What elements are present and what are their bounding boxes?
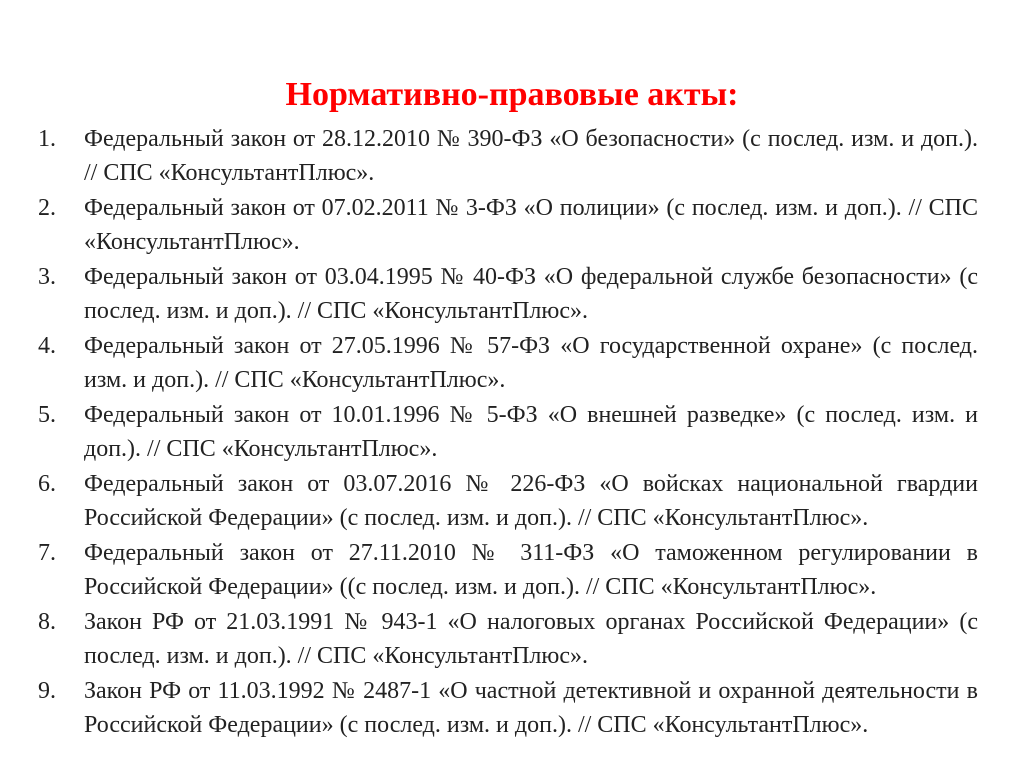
list-item-number: 4. (38, 333, 56, 359)
list-item-text: Федеральный закон от 27.11.2010 № 311-ФЗ «О таможенном регулировании в Российской Федерации» ((с послед. изм. и доп.). // СПС «КонсультантПлюс». (84, 540, 978, 600)
list-item-text: Закон РФ от 21.03.1991 № 943-1 «О налоговых органах Российской Федерации» (с послед. изм. и доп.). // СПС «КонсультантПлюс». (84, 609, 978, 669)
list-item (38, 398, 978, 466)
list-item-text: Федеральный закон от 03.04.1995 № 40-ФЗ «О федеральной службе безопасности» (с послед. изм. и доп.). // СПС «КонсультантПлюс». (84, 264, 978, 324)
list-item-number: 2. (38, 195, 56, 221)
list-item-text: Закон РФ от 11.03.1992 № 2487-1 «О частной детективной и охранной деятельности в Российской Федерации» (с послед. изм. и доп.). // СПС «КонсультантПлюс». (84, 678, 978, 738)
list-item-text: Федеральный закон от 10.01.1996 № 5-ФЗ «О внешней разведке» (с послед. изм. и доп.). // СПС «КонсультантПлюс». (84, 402, 978, 462)
list-item-number: 1. (38, 126, 56, 152)
list-item (38, 536, 978, 604)
list-item-number: 9. (38, 678, 56, 704)
list-item (38, 329, 978, 397)
list-item-text: Федеральный закон от 03.07.2016 № 226-ФЗ «О войсках национальной гвардии Российской Федерации» (с послед. изм. и доп.). // СПС «КонсультантПлюс». (84, 471, 978, 531)
list-item (38, 605, 978, 673)
list-item (38, 674, 978, 742)
list-item (38, 122, 978, 190)
list-item (38, 191, 978, 259)
legal-acts-list (38, 122, 978, 743)
list-item-text: Федеральный закон от 28.12.2010 № 390-ФЗ «О безопасности» (с послед. изм. и доп.). // СПС «КонсультантПлюс». (84, 126, 978, 186)
list-item-number: 8. (38, 609, 56, 635)
slide-title: Нормативно-правовые акты: (285, 76, 739, 113)
list-item (38, 260, 978, 328)
list-item-text: Федеральный закон от 07.02.2011 № 3-ФЗ «О полиции» (с послед. изм. и доп.). // СПС «КонсультантПлюс». (84, 195, 978, 255)
list-item-number: 5. (38, 402, 56, 428)
list-item-text: Федеральный закон от 27.05.1996 № 57-ФЗ «О государственной охране» (с послед. изм. и доп.). // СПС «КонсультантПлюс». (84, 333, 978, 393)
list-item-number: 3. (38, 264, 56, 290)
list-item-number: 7. (38, 540, 56, 566)
list-item-number: 6. (38, 471, 56, 497)
list-item (38, 467, 978, 535)
